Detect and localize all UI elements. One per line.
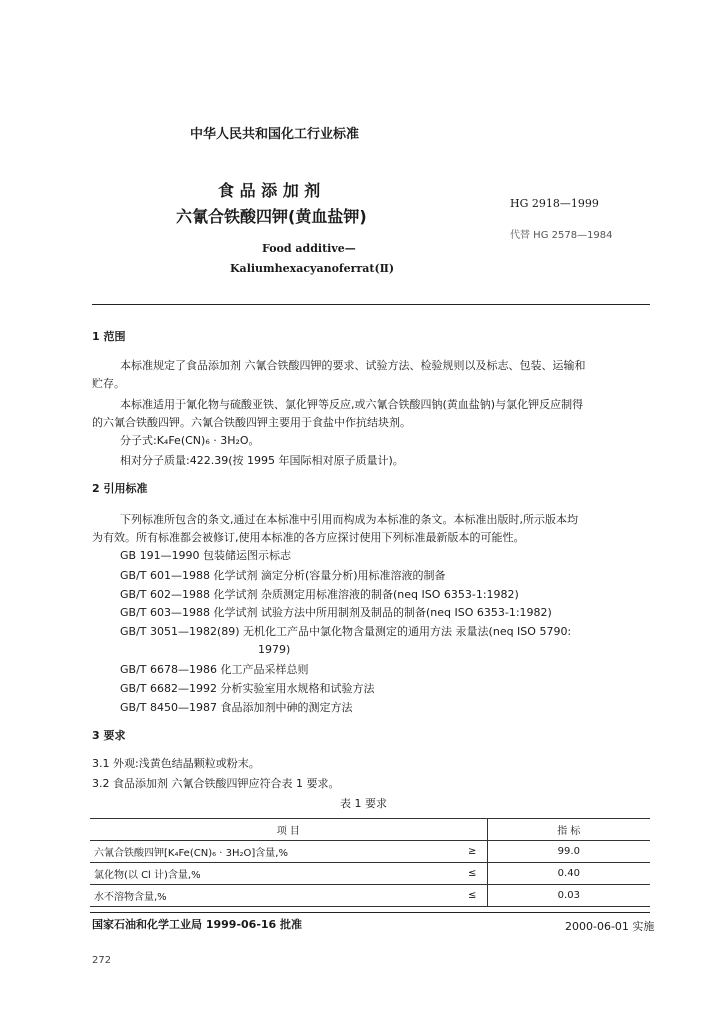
section-2-heading: 2 引用标准 <box>92 482 148 495</box>
s3-clause-3-2: 3.2 食品添加剂 六氰合铁酸四钾应符合表 1 要求。 <box>92 777 340 790</box>
reference-item: GB/T 6678—1986 化工产品采样总则 <box>120 663 309 676</box>
reference-item: GB/T 602—1988 化学试剂 杂质测定用标准溶液的制备(neq ISO 6353-1:1982) <box>120 588 519 601</box>
row-item: 水不溶物含量,% <box>90 885 458 907</box>
table-header-row <box>90 819 650 841</box>
s2-p1-line2: 为有效。所有标准都会被修订,使用本标准的各方应探讨使用下列标准最新版本的可能性。 <box>92 531 525 544</box>
reference-item: GB/T 8450—1987 食品添加剂中砷的测定方法 <box>120 701 353 714</box>
header-value: 指 标 <box>487 819 650 841</box>
row-symbol: ≤ <box>458 885 487 907</box>
effective-date: 2000-06-01 实施 <box>565 920 655 933</box>
section-1-heading: 1 范围 <box>92 330 126 343</box>
row-item: 氯化物(以 Cl 计)含量,% <box>90 863 458 885</box>
replaces-code: 代替 HG 2578—1984 <box>510 230 613 241</box>
table-row <box>90 863 650 885</box>
reference-item-continued: 1979) <box>258 643 291 656</box>
page-number: 272 <box>92 955 112 966</box>
title-line-1: 食 品 添 加 剂 <box>218 181 321 200</box>
reference-item: GB/T 603—1988 化学试剂 试验方法中所用制剂及制品的制备(neq ISO 6353-1:1982) <box>120 606 552 619</box>
english-title-2: Kaliumhexacyanoferrat(Ⅱ) <box>230 262 395 275</box>
s1-formula: 分子式:K₄Fe(CN)₆ · 3H₂O。 <box>120 434 260 447</box>
s1-p2-line2: 的六氰合铁酸四钾。六氰合铁酸四钾主要用于食盐中作抗结块剂。 <box>92 416 411 429</box>
title-line-2: 六氰合铁酸四钾(黄血盐钾) <box>176 207 367 226</box>
english-title-1: Food additive— <box>262 242 356 255</box>
s1-molecular-mass: 相对分子质量:422.39(按 1995 年国际相对原子质量计)。 <box>120 454 404 467</box>
reference-item: GB/T 601—1988 化学试剂 滴定分析(容量分析)用标准溶液的制备 <box>120 569 446 582</box>
requirements-table <box>90 818 650 907</box>
row-value: 99.0 <box>487 841 650 863</box>
row-symbol: ≥ <box>458 841 487 863</box>
standard-code: HG 2918—1999 <box>510 197 599 210</box>
section-3-heading: 3 要求 <box>92 729 126 742</box>
row-value: 0.03 <box>487 885 650 907</box>
s1-p1-line2: 贮存。 <box>92 377 125 390</box>
table-row <box>90 841 650 863</box>
s1-p2-line1: 本标准适用于氰化物与硫酸亚铁、氯化钾等反应,或六氰合铁酸四钠(黄血盐钠)与氯化钾反应制得 <box>120 398 584 411</box>
reference-item: GB 191—1990 包装储运图示标志 <box>120 549 292 562</box>
standard-category: 中华人民共和国化工行业标准 <box>190 127 360 142</box>
s3-clause-3-1: 3.1 外观:浅黄色结晶颗粒或粉末。 <box>92 757 260 770</box>
approval-line: 国家石油和化学工业局 1999-06-16 批准 <box>92 918 303 931</box>
reference-item: GB/T 3051—1982(89) 无机化工产品中氯化物含量测定的通用方法 汞量法(neq ISO 5790: <box>120 625 572 638</box>
s2-p1-line1: 下列标准所包含的条文,通过在本标准中引用而构成为本标准的条文。本标准出版时,所示版本均 <box>120 513 578 526</box>
table-row <box>90 885 650 907</box>
header-rule <box>92 304 650 305</box>
table-caption: 表 1 要求 <box>340 797 387 810</box>
header-item: 项 目 <box>90 819 487 841</box>
row-value: 0.40 <box>487 863 650 885</box>
footer-rule <box>90 912 650 913</box>
row-symbol: ≤ <box>458 863 487 885</box>
reference-item: GB/T 6682—1992 分析实验室用水规格和试验方法 <box>120 682 375 695</box>
s1-p1-line1: 本标准规定了食品添加剂 六氰合铁酸四钾的要求、试验方法、检验规则以及标志、包装、运输和 <box>120 359 586 372</box>
row-item: 六氰合铁酸四钾[K₄Fe(CN)₆ · 3H₂O]含量,% <box>90 841 458 863</box>
